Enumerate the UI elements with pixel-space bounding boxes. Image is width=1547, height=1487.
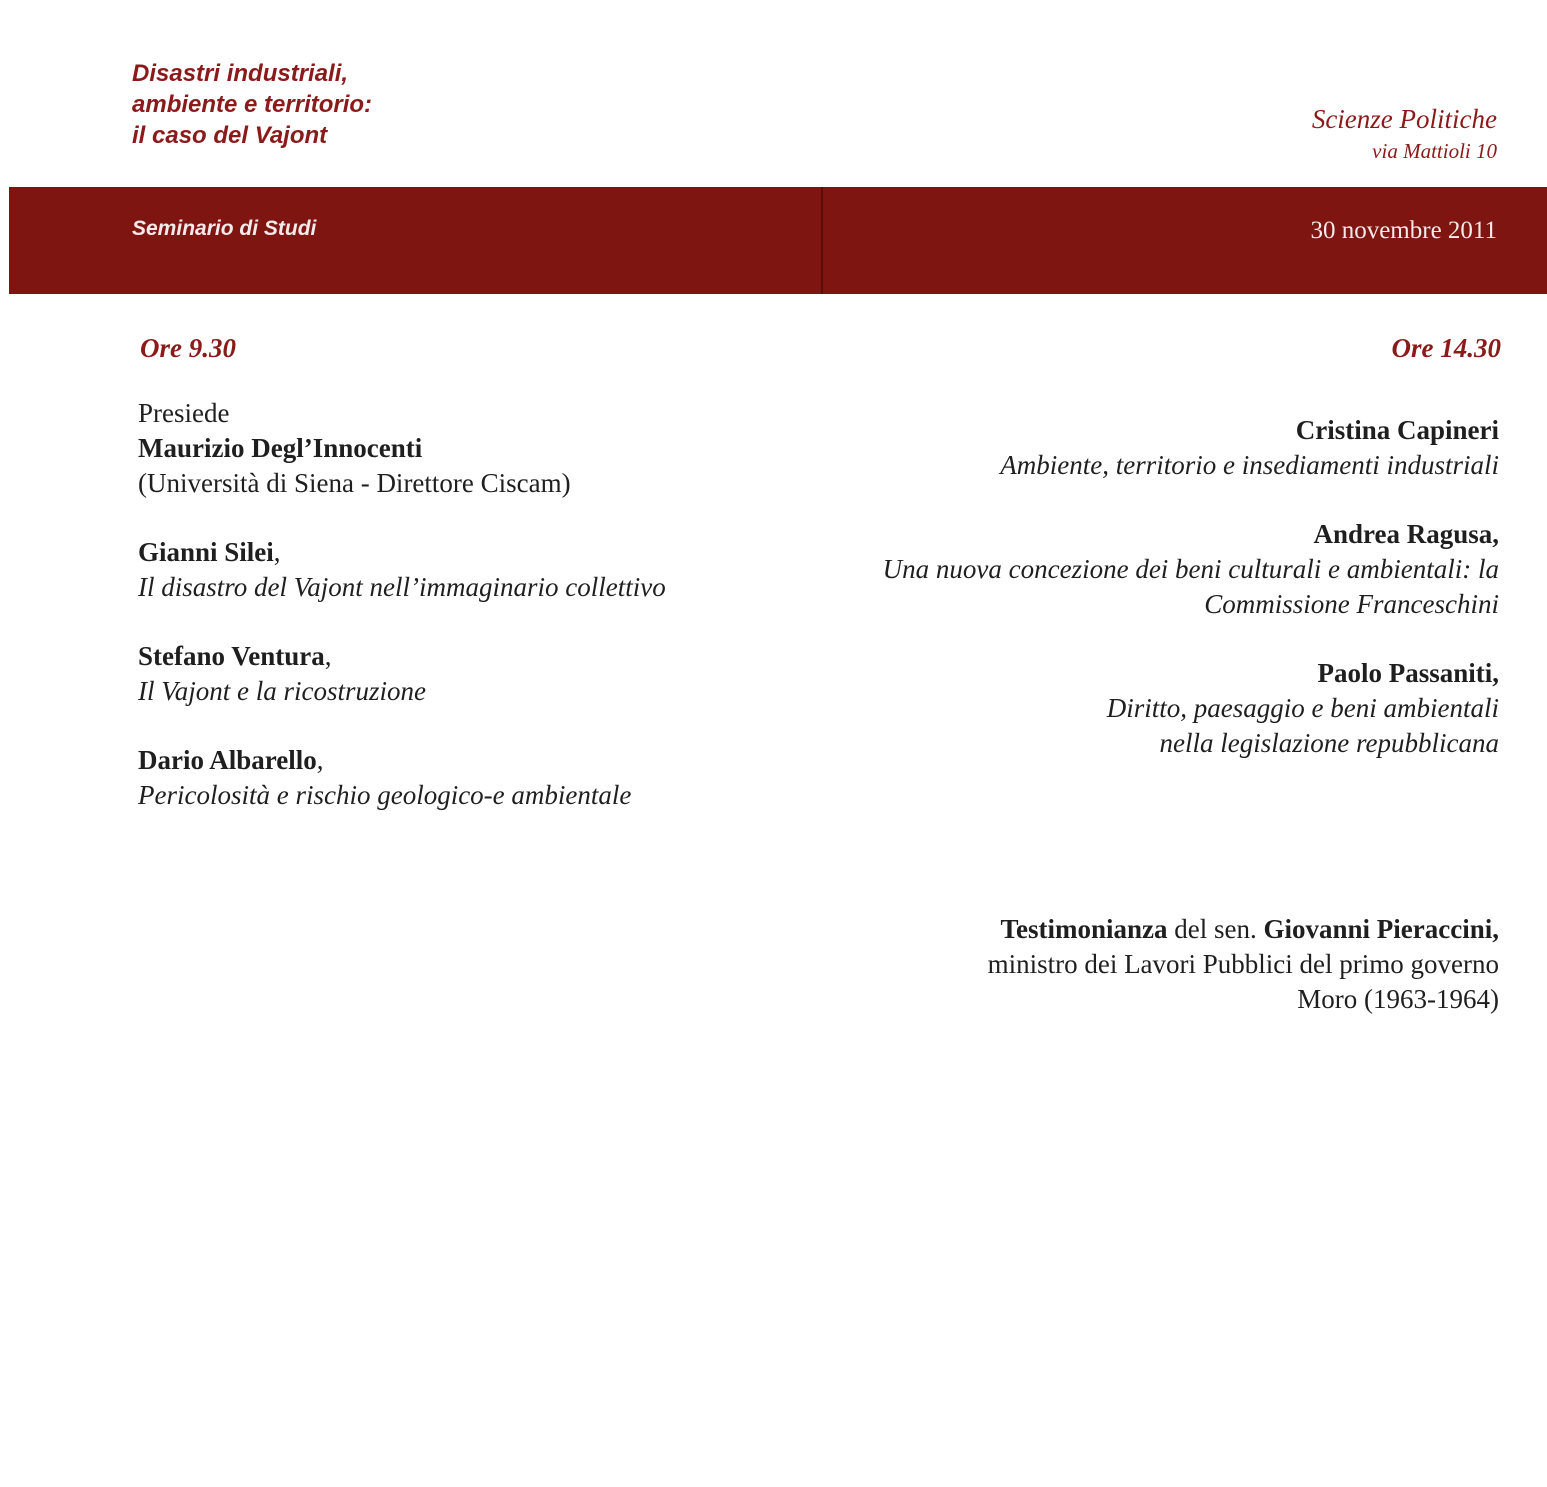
- talk-title-line-1: Diritto, paesaggio e beni ambientali: [1106, 693, 1499, 723]
- venue-name: Scienze Politiche: [1311, 104, 1497, 134]
- talk-title: Ambiente, territorio e insediamenti industriali: [1000, 450, 1499, 480]
- title-line-1: Disastri industriali,: [132, 60, 349, 87]
- speaker-name: Stefano Ventura: [138, 641, 325, 671]
- title-line-2: ambiente e territorio:: [132, 91, 373, 118]
- banner-seminar-label: Seminario di Studi: [132, 217, 317, 240]
- testimony-label: Testimonianza: [1000, 914, 1168, 944]
- chair-entry: [138, 396, 778, 501]
- morning-time: Ore 9.30: [140, 333, 236, 363]
- afternoon-program: [859, 413, 1499, 795]
- talk-title-line-2: nella legislazione repubblicana: [1159, 728, 1499, 758]
- testimony-name: Giovanni Pieraccini,: [1263, 914, 1499, 944]
- banner-fold-line: [821, 187, 823, 294]
- speaker-name: Andrea Ragusa,: [1313, 519, 1499, 549]
- speaker-name: Paolo Passaniti,: [1317, 658, 1499, 688]
- afternoon-time: Ore 14.30: [1391, 333, 1501, 363]
- speaker-name: Dario Albarello: [138, 745, 317, 775]
- seminar-title: [132, 58, 372, 151]
- testimony-line-3: Moro (1963-1964): [1297, 984, 1499, 1014]
- chair-affiliation: (Università di Siena - Direttore Ciscam): [138, 468, 571, 498]
- talk-entry: [138, 535, 778, 605]
- talk-entry: [859, 517, 1499, 622]
- talk-entry: [859, 656, 1499, 761]
- talk-entry: [859, 413, 1499, 483]
- title-banner: [9, 187, 1547, 294]
- talk-entry: [138, 639, 778, 709]
- speaker-comma: ,: [273, 537, 281, 567]
- title-line-3: il caso del Vajont: [132, 122, 328, 149]
- talk-title: Il disastro del Vajont nell’immaginario collettivo: [138, 572, 666, 602]
- morning-program: [138, 396, 778, 847]
- chair-name: Maurizio Degl’Innocenti: [138, 433, 423, 463]
- testimony-connector: del sen.: [1174, 914, 1257, 944]
- testimony-block: [879, 912, 1499, 1017]
- testimony-line-1: [879, 912, 1499, 947]
- banner-date: 30 novembre 2011: [1310, 217, 1497, 244]
- testimony-line-2: ministro dei Lavori Pubblici del primo governo: [987, 949, 1499, 979]
- speaker-name: Cristina Capineri: [1295, 415, 1499, 445]
- speaker-comma: ,: [316, 745, 324, 775]
- chair-label: Presiede: [138, 398, 230, 428]
- talk-title: Il Vajont e la ricostruzione: [138, 676, 426, 706]
- talk-entry: [138, 743, 778, 813]
- venue-block: [1312, 102, 1497, 166]
- speaker-comma: ,: [324, 641, 332, 671]
- speaker-name: Gianni Silei: [138, 537, 274, 567]
- talk-title: Pericolosità e rischio geologico-e ambientale: [138, 780, 632, 810]
- venue-address: via Mattioli 10: [1372, 139, 1497, 163]
- talk-title-line-2: Commissione Franceschini: [1204, 589, 1499, 619]
- talk-title-line-1: Una nuova concezione dei beni culturali e ambientali: la: [882, 554, 1499, 584]
